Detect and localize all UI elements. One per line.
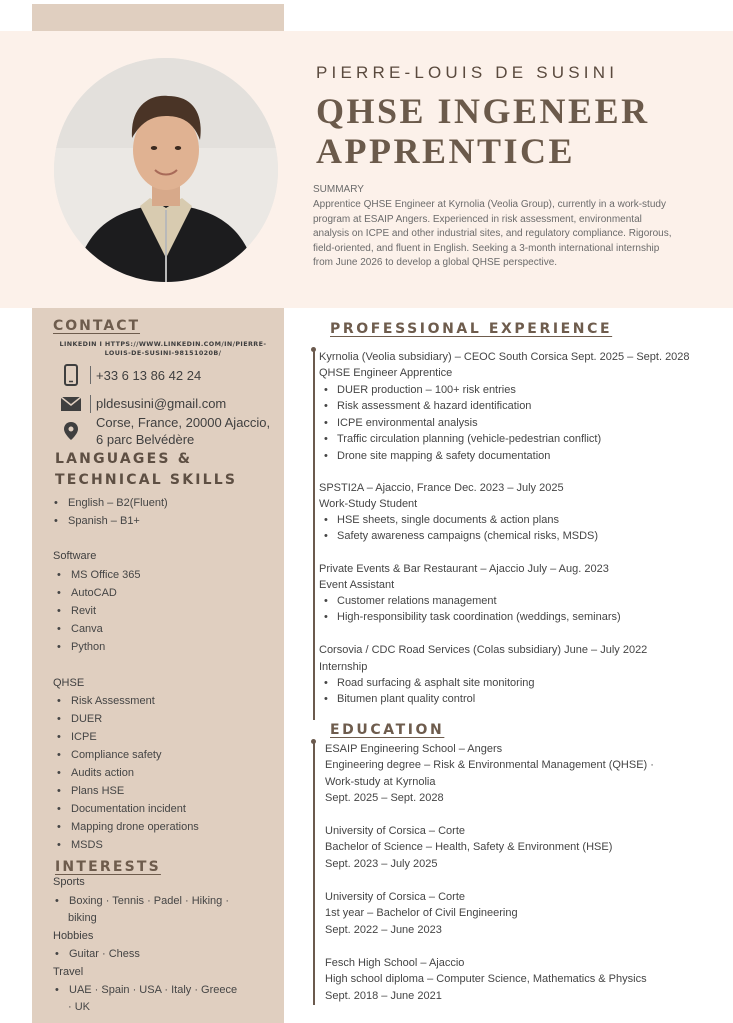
education-school: University of Corsica – Corte bbox=[325, 891, 465, 903]
job-bullets bbox=[319, 593, 621, 626]
job-heading: Private Events & Bar Restaurant – Ajaccio July – Aug. 2023 bbox=[319, 563, 609, 575]
phone-icon bbox=[58, 364, 84, 386]
travel-heading: Travel bbox=[53, 966, 84, 978]
software-list bbox=[55, 566, 141, 656]
list-item: • AutoCAD bbox=[55, 584, 141, 602]
travel-continued: · UK bbox=[68, 1001, 90, 1013]
sports-continued: biking bbox=[68, 912, 97, 924]
linkedin-url[interactable]: LINKEDIN I HTTPS://WWW.LINKEDIN.COM/IN/PIERRE-LOUIS-DE-SUSINI-98151020B/ bbox=[59, 340, 267, 357]
job-bullets bbox=[319, 512, 598, 545]
job-heading: Kyrnolia (Veolia subsidiary) – CEOC South Corsica Sept. 2025 – Sept. 2028 bbox=[319, 351, 690, 363]
contact-address bbox=[58, 414, 270, 448]
skills-heading-line2: TECHNICAL SKILLS bbox=[55, 472, 238, 488]
list-item: • Guitar · Chess bbox=[53, 945, 140, 963]
experience-timeline bbox=[313, 350, 315, 720]
education-dates: Sept. 2023 – July 2025 bbox=[325, 858, 438, 870]
hobbies-list bbox=[53, 945, 140, 963]
list-item: • Risk assessment & hazard identification bbox=[319, 398, 601, 414]
list-item: • Boxing · Tennis · Padel · Hiking · bbox=[53, 892, 229, 910]
contact-separator bbox=[90, 366, 91, 384]
job-role: QHSE Engineer Apprentice bbox=[319, 367, 453, 379]
address-text bbox=[96, 414, 270, 448]
qhse-heading: QHSE bbox=[53, 677, 85, 689]
summary-heading: SUMMARY bbox=[313, 184, 364, 195]
list-item: • Audits action bbox=[55, 764, 199, 782]
list-item: • HSE sheets, single documents & action plans bbox=[319, 512, 598, 528]
job-heading: Corsovia / CDC Road Services (Colas subsidiary) June – July 2022 bbox=[319, 644, 648, 656]
address-line1: Corse, France, 20000 Ajaccio, bbox=[96, 415, 271, 430]
contact-separator bbox=[90, 395, 91, 413]
qhse-list bbox=[55, 692, 199, 854]
job-bullets bbox=[319, 382, 601, 464]
job-role: Event Assistant bbox=[319, 579, 395, 591]
list-item: • Python bbox=[55, 638, 141, 656]
education-school: University of Corsica – Corte bbox=[325, 825, 465, 837]
list-item: • Canva bbox=[55, 620, 141, 638]
location-pin-icon bbox=[58, 420, 84, 442]
candidate-name: PIERRE-LOUIS DE SUSINI bbox=[316, 63, 619, 82]
list-item: • MSDS bbox=[55, 836, 199, 854]
list-item: • High-responsibility task coordination (weddings, seminars) bbox=[319, 609, 621, 625]
education-dates: Sept. 2022 – June 2023 bbox=[325, 924, 442, 936]
sports-list bbox=[53, 892, 229, 910]
job-heading: SPSTI2A – Ajaccio, France Dec. 2023 – July 2025 bbox=[319, 482, 564, 494]
list-item: • Risk Assessment bbox=[55, 692, 199, 710]
list-item: • UAE · Spain · USA · Italy · Greece bbox=[53, 981, 237, 999]
list-item: • ICPE environmental analysis bbox=[319, 415, 601, 431]
contact-phone[interactable] bbox=[58, 364, 201, 386]
skills-heading-line1: LANGUAGES & bbox=[55, 451, 193, 467]
travel-list bbox=[53, 981, 237, 999]
list-item: • Traffic circulation planning (vehicle-pedestrian conflict) bbox=[319, 431, 601, 447]
education-heading: EDUCATION bbox=[330, 722, 445, 738]
address-line2: 6 parc Belvédère bbox=[96, 432, 195, 447]
list-item: • Documentation incident bbox=[55, 800, 199, 818]
phone-number: +33 6 13 86 42 24 bbox=[96, 368, 202, 383]
list-item: • Mapping drone operations bbox=[55, 818, 199, 836]
education-dates: Sept. 2018 – June 2021 bbox=[325, 990, 442, 1002]
job-title-line2: APPRENTICE bbox=[316, 131, 576, 171]
email-address: pldesusini@gmail.com bbox=[96, 396, 227, 411]
education-school: Fesch High School – Ajaccio bbox=[325, 957, 465, 969]
summary-text: Apprentice QHSE Engineer at Kyrnolia (Veolia Group), currently in a work-study program at ESAIP Angers. Experienced in risk assessment, environmental analysis on ICPE and other industrial sites, and regulatory compliance. Rigorous, field-oriented, and fluent in English. Seeking a 3-month international internship from June 2026 to develop a global QHSE perspective. bbox=[313, 199, 672, 269]
contact-email[interactable] bbox=[58, 393, 226, 415]
list-item: • Spanish – B1+ bbox=[52, 512, 168, 530]
education-school: ESAIP Engineering School – Angers bbox=[325, 743, 503, 755]
list-item: • Revit bbox=[55, 602, 141, 620]
list-item: • English – B2(Fluent) bbox=[52, 494, 168, 512]
profile-photo-illustration bbox=[54, 58, 278, 282]
list-item: • Drone site mapping & safety documentation bbox=[319, 448, 601, 464]
software-heading: Software bbox=[53, 550, 97, 562]
list-item: • Bitumen plant quality control bbox=[319, 691, 535, 707]
list-item: • Customer relations management bbox=[319, 593, 621, 609]
list-item: • Safety awareness campaigns (chemical risks, MSDS) bbox=[319, 528, 598, 544]
job-title-line1: QHSE INGENEER bbox=[316, 91, 650, 131]
sidebar-top-strip bbox=[32, 4, 284, 31]
skills-heading bbox=[55, 449, 237, 491]
job-title bbox=[316, 91, 650, 171]
list-item: • DUER bbox=[55, 710, 199, 728]
list-item: • MS Office 365 bbox=[55, 566, 141, 584]
education-dates: Sept. 2025 – Sept. 2028 bbox=[325, 792, 444, 804]
job-role: Internship bbox=[319, 661, 368, 673]
profile-photo bbox=[54, 58, 278, 282]
education-degree: Bachelor of Science – Health, Safety & Environment (HSE) bbox=[325, 841, 613, 853]
contact-heading: CONTACT bbox=[53, 318, 141, 334]
list-item: • Road surfacing & asphalt site monitoring bbox=[319, 675, 535, 691]
list-item: • ICPE bbox=[55, 728, 199, 746]
interests-heading: INTERESTS bbox=[55, 859, 161, 875]
hobbies-heading: Hobbies bbox=[53, 930, 94, 942]
job-bullets bbox=[319, 675, 535, 708]
education-degree: 1st year – Bachelor of Civil Engineering bbox=[325, 907, 518, 919]
list-item: • DUER production – 100+ risk entries bbox=[319, 382, 601, 398]
education-detail: Work-study at Kyrnolia bbox=[325, 776, 436, 788]
experience-heading: PROFESSIONAL EXPERIENCE bbox=[330, 321, 613, 337]
envelope-icon bbox=[58, 393, 84, 415]
education-degree: Engineering degree – Risk & Environmental Management (QHSE) · bbox=[325, 759, 654, 771]
sports-heading: Sports bbox=[53, 876, 85, 888]
education-degree: High school diploma – Computer Science, Mathematics & Physics bbox=[325, 973, 647, 985]
job-role: Work-Study Student bbox=[319, 498, 418, 510]
list-item: • Plans HSE bbox=[55, 782, 199, 800]
list-item: • Compliance safety bbox=[55, 746, 199, 764]
education-timeline bbox=[313, 742, 315, 1005]
languages-list bbox=[52, 494, 168, 530]
